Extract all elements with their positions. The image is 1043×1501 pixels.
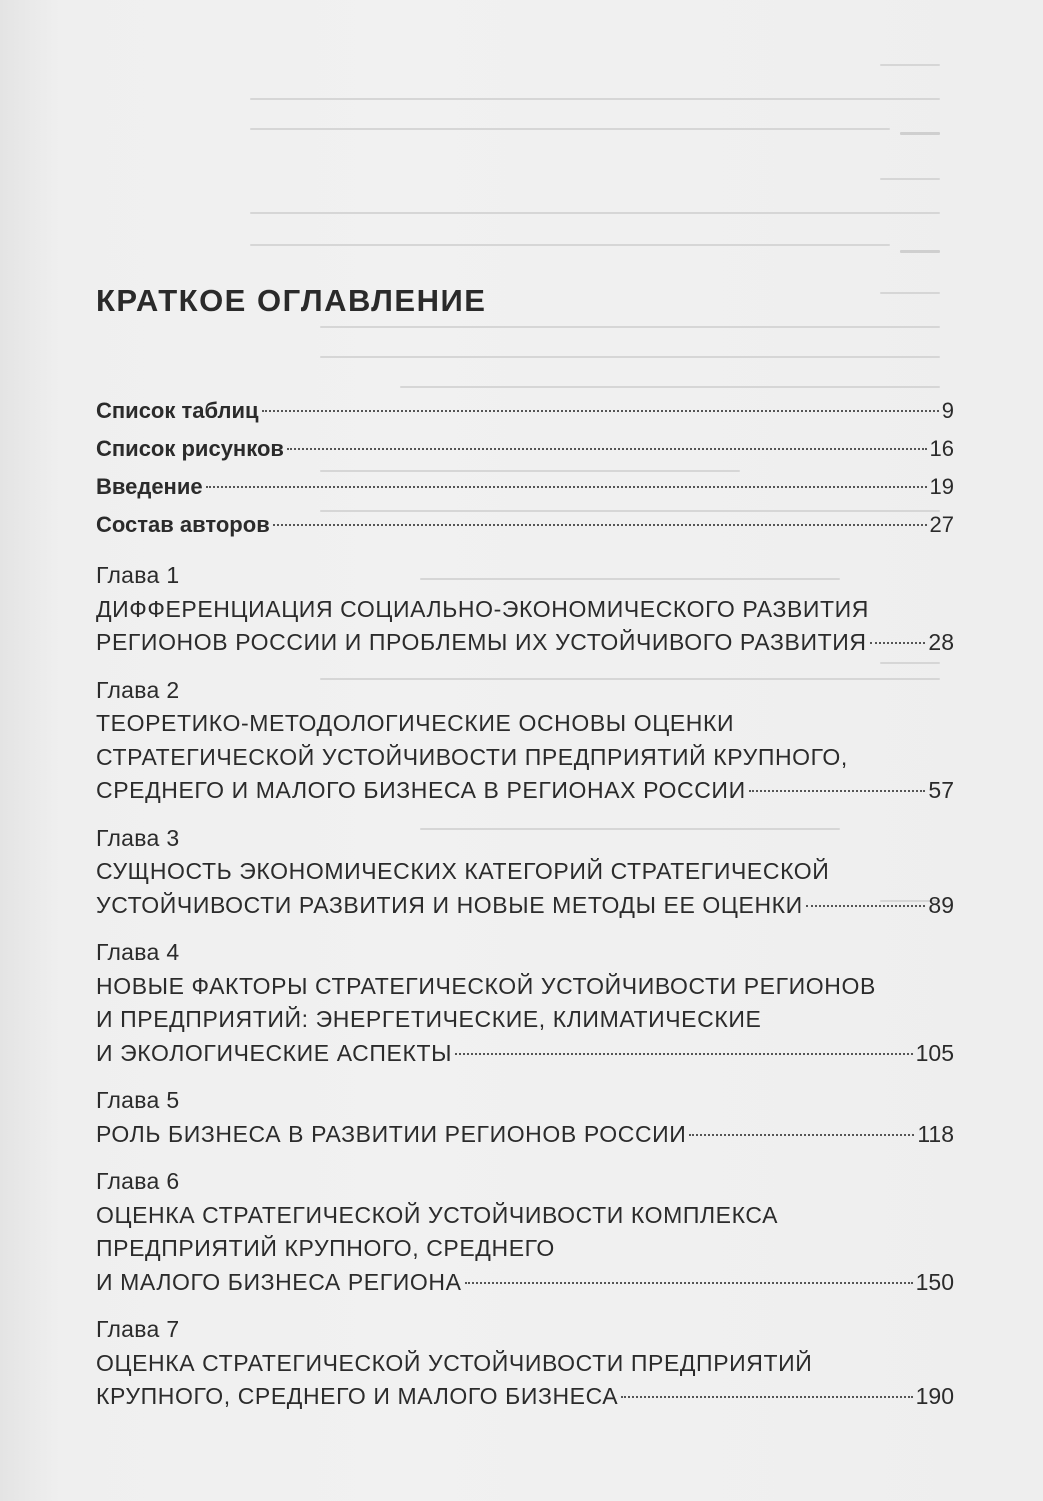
chapter-title-line: РОЛЬ БИЗНЕСА В РАЗВИТИИ РЕГИОНОВ РОССИИ	[96, 1120, 687, 1147]
toc-chapter-4[interactable]	[96, 936, 954, 1070]
toc-page-number: 118	[917, 1120, 954, 1147]
dot-leader	[621, 1396, 912, 1398]
chapter-title-line: ДИФФЕРЕНЦИАЦИЯ СОЦИАЛЬНО-ЭКОНОМИЧЕСКОГО РАЗВИТИЯ	[96, 595, 870, 622]
toc-page-number: 27	[929, 512, 954, 537]
chapter-title-line: И МАЛОГО БИЗНЕСА РЕГИОНА	[96, 1268, 462, 1295]
chapter-title-line: НОВЫЕ ФАКТОРЫ СТРАТЕГИЧЕСКОЙ УСТОЙЧИВОСТИ РЕГИОНОВ	[96, 972, 876, 999]
dot-leader	[262, 410, 939, 412]
toc-entry-label: Список рисунков	[96, 436, 284, 461]
chapter-title-line: КРУПНОГО, СРЕДНЕГО И МАЛОГО БИЗНЕСА	[96, 1383, 619, 1409]
toc-chapter-2[interactable]	[96, 674, 954, 808]
chapter-label: Глава 4	[96, 939, 180, 965]
toc-entry-tables[interactable]	[96, 392, 954, 430]
toc-entry-authors[interactable]	[96, 506, 954, 544]
chapter-label: Глава 6	[96, 1168, 180, 1194]
toc-chapter-1[interactable]	[96, 559, 954, 660]
dot-leader	[465, 1282, 913, 1284]
dot-leader	[273, 524, 927, 526]
chapter-title-line: ПРЕДПРИЯТИЙ КРУПНОГО, СРЕДНЕГО	[96, 1235, 555, 1261]
dot-leader	[689, 1134, 914, 1136]
toc-title: КРАТКОЕ ОГЛАВЛЕНИЕ	[96, 283, 487, 318]
toc-page-number: 105	[915, 1039, 954, 1066]
chapter-label: Глава 1	[96, 562, 180, 588]
toc-chapter-3[interactable]	[96, 822, 954, 923]
dot-leader	[806, 905, 926, 907]
chapter-title-line: И ПРЕДПРИЯТИЙ: ЭНЕРГЕТИЧЕСКИЕ, КЛИМАТИЧЕСКИЕ	[96, 1006, 762, 1032]
dot-leader	[870, 642, 926, 644]
chapter-title-line: УСТОЙЧИВОСТИ РАЗВИТИЯ И НОВЫЕ МЕТОДЫ ЕЕ ОЦЕНКИ	[96, 891, 803, 918]
toc-page-number: 57	[928, 777, 954, 803]
chapter-label: Глава 5	[96, 1087, 180, 1113]
front-matter-list	[96, 392, 954, 544]
toc-page-number: 9	[941, 398, 954, 423]
toc-entry-introduction[interactable]	[96, 468, 954, 506]
dot-leader	[287, 448, 927, 450]
toc-page-number: 89	[928, 891, 954, 918]
toc-page-number: 19	[929, 474, 954, 499]
toc-page-number: 190	[915, 1383, 954, 1409]
chapter-title-line: ОЦЕНКА СТРАТЕГИЧЕСКОЙ УСТОЙЧИВОСТИ ПРЕДПРИЯТИЙ	[96, 1349, 813, 1376]
toc-chapter-5[interactable]	[96, 1084, 954, 1151]
dot-leader	[749, 790, 926, 792]
chapter-title-line: СРЕДНЕГО И МАЛОГО БИЗНЕСА В РЕГИОНАХ РОССИИ	[96, 777, 746, 803]
chapter-title-line: СУЩНОСТЬ ЭКОНОМИЧЕСКИХ КАТЕГОРИЙ СТРАТЕГИЧЕСКОЙ	[96, 858, 830, 884]
chapter-label: Глава 2	[96, 676, 180, 703]
chapter-title-line: СТРАТЕГИЧЕСКОЙ УСТОЙЧИВОСТИ ПРЕДПРИЯТИЙ КРУПНОГО,	[96, 743, 848, 770]
toc-chapter-7[interactable]	[96, 1313, 954, 1414]
toc-entry-label: Состав авторов	[96, 512, 270, 537]
toc-page-number: 16	[929, 436, 954, 461]
chapter-title-line: ТЕОРЕТИКО-МЕТОДОЛОГИЧЕСКИЕ ОСНОВЫ ОЦЕНКИ	[96, 710, 735, 736]
toc-entry-label: Введение	[96, 474, 203, 499]
chapter-label: Глава 7	[96, 1316, 180, 1342]
chapter-title-line: И ЭКОЛОГИЧЕСКИЕ АСПЕКТЫ	[96, 1039, 453, 1066]
dot-leader	[455, 1053, 913, 1055]
toc-entry-label: Список таблиц	[96, 398, 259, 423]
dot-leader	[206, 486, 927, 488]
toc-page-number: 150	[915, 1268, 954, 1295]
toc-page-number: 28	[928, 629, 954, 655]
chapter-title-line: РЕГИОНОВ РОССИИ И ПРОБЛЕМЫ ИХ УСТОЙЧИВОГО РАЗВИТИЯ	[96, 629, 867, 655]
chapter-list	[96, 559, 954, 1428]
toc-chapter-6[interactable]	[96, 1165, 954, 1299]
chapter-title-line: ОЦЕНКА СТРАТЕГИЧЕСКОЙ УСТОЙЧИВОСТИ КОМПЛЕКСА	[96, 1201, 779, 1228]
chapter-label: Глава 3	[96, 824, 180, 851]
toc-entry-figures[interactable]	[96, 430, 954, 468]
